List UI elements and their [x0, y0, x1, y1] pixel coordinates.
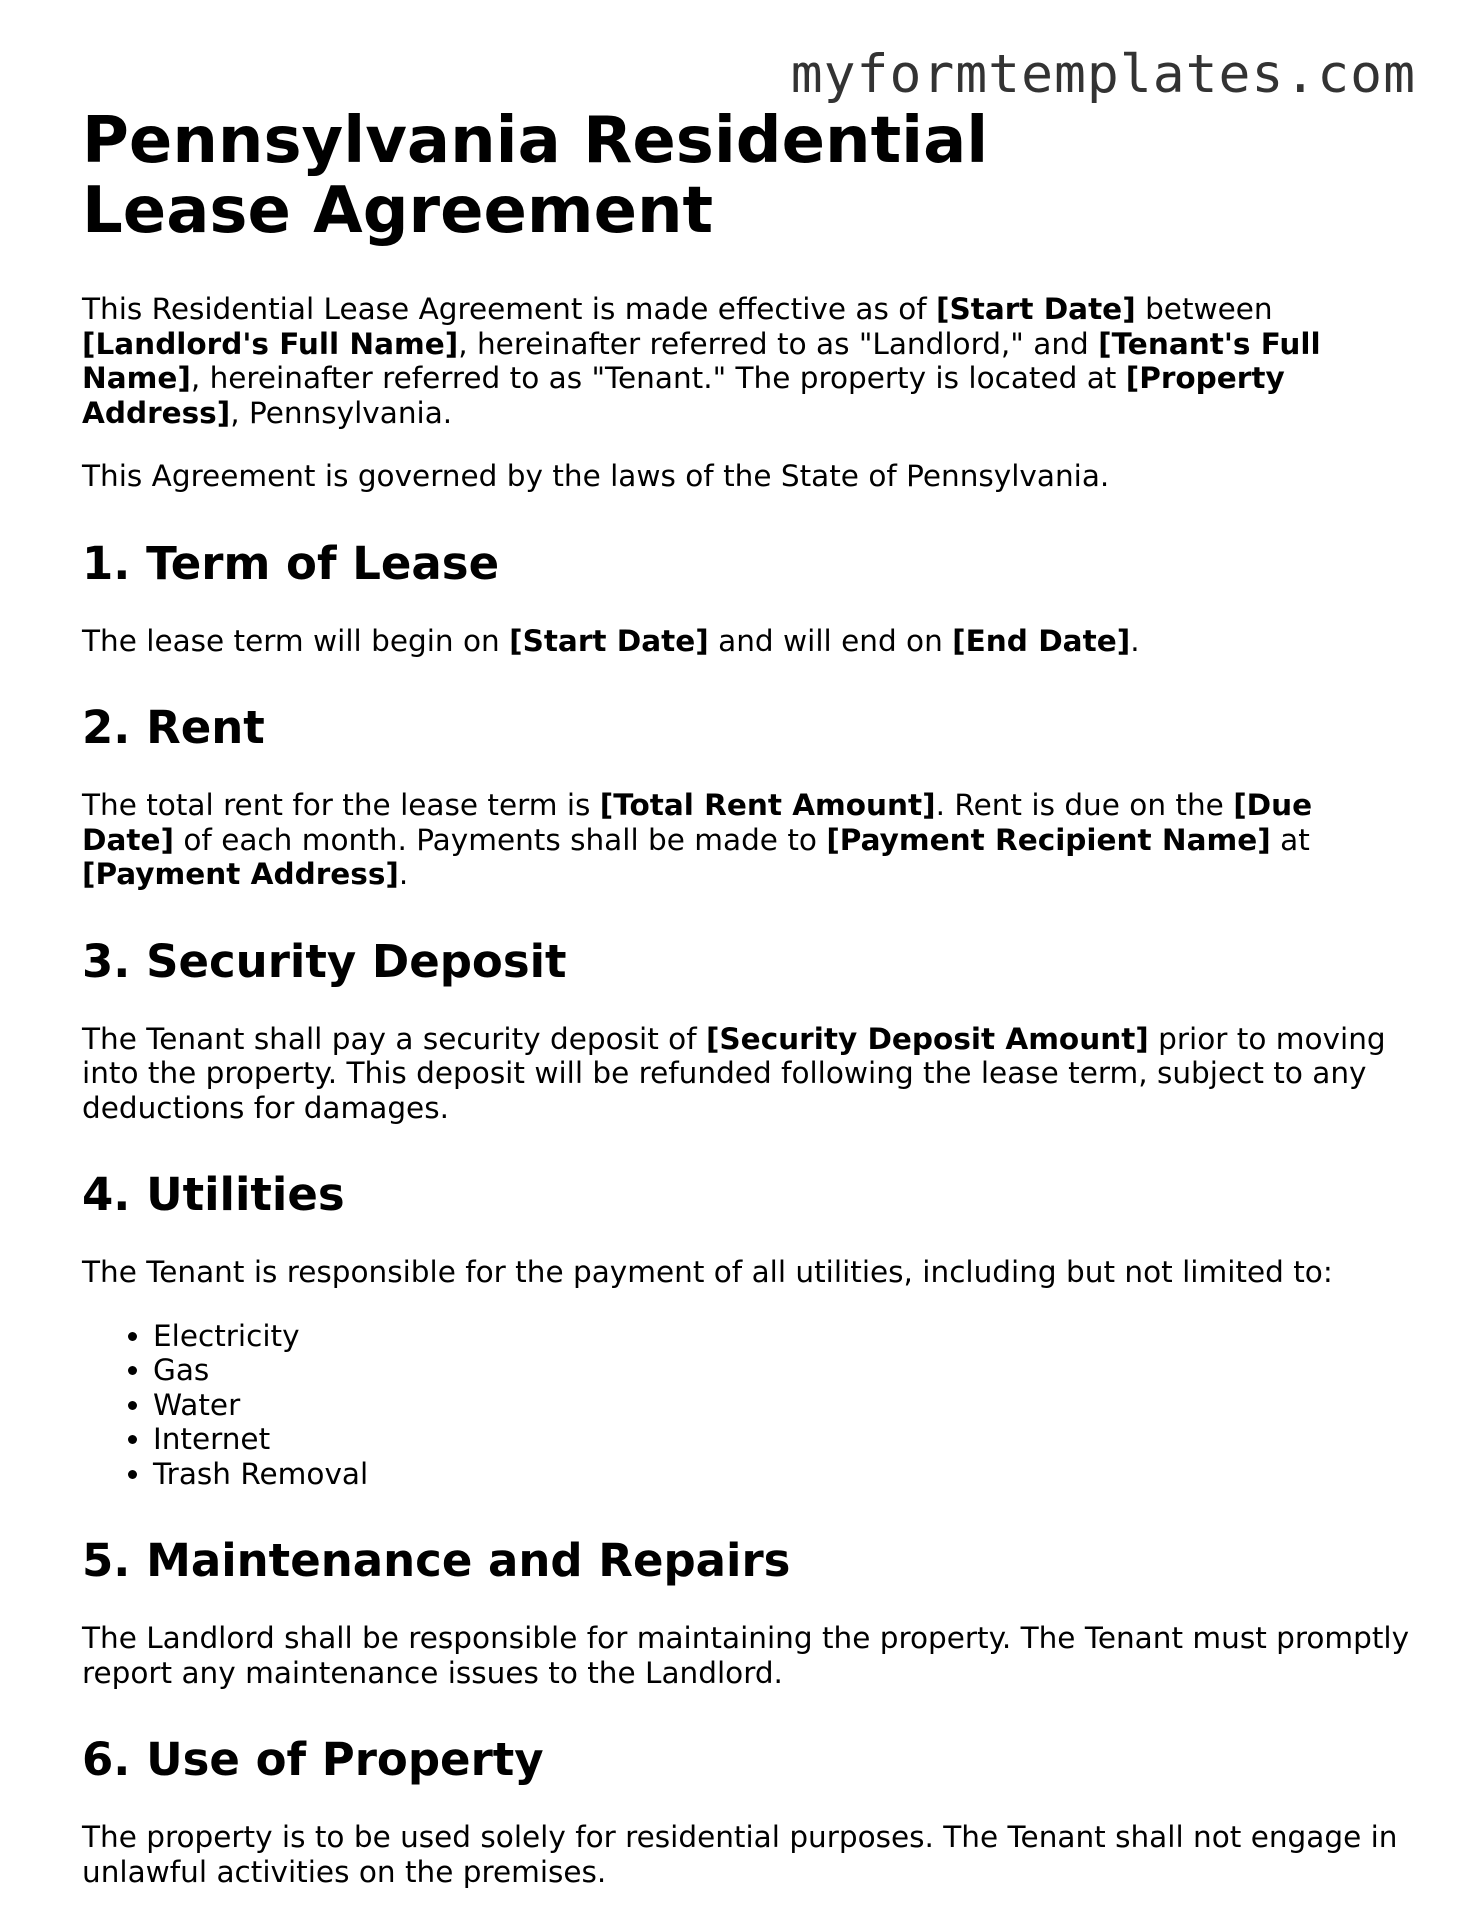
- deposit-text: prior to moving into the property. This deposit will be refunded following the lease term, subject to any deductions for damages.: [82, 1021, 1386, 1125]
- deposit-paragraph: [82, 1022, 1412, 1126]
- list-item: • Water: [153, 1388, 1412, 1423]
- term-text: .: [1130, 623, 1140, 658]
- rent-text: at: [1270, 822, 1310, 857]
- watermark: myformtemplates.com: [790, 44, 1416, 105]
- property-address-field: [Property Address]: [82, 361, 1285, 430]
- section-heading-term: 1. Term of Lease: [82, 536, 500, 590]
- utilities-list: [82, 1319, 1412, 1492]
- landlord-name-field: [Landlord's Full Name]: [82, 326, 459, 361]
- term-text: and will end on: [708, 623, 953, 658]
- intro-text: , hereinafter referred to as "Landlord," and: [458, 326, 1099, 361]
- intro-text: , Pennsylvania.: [230, 395, 453, 430]
- intro-text: This Residential Lease Agreement is made effective as of: [82, 292, 937, 326]
- section-heading-maintenance: 5. Maintenance and Repairs: [82, 1534, 791, 1587]
- payment-address-field: [Payment Address]: [82, 857, 399, 891]
- document-page: [82, 106, 1412, 1918]
- intro-text: , hereinafter referred to as "Tenant." The property is located at: [190, 361, 1126, 395]
- term-text: The lease term will begin on: [82, 623, 510, 658]
- section-heading-deposit: 3. Security Deposit: [82, 934, 567, 988]
- tenant-name-field: [Tenant's Full Name]: [82, 326, 1321, 395]
- rent-text: . Rent is due on the: [935, 788, 1234, 822]
- list-item: • Trash Removal: [153, 1457, 1412, 1492]
- term-paragraph: [82, 624, 1412, 659]
- page-title: Pennsylvania Residential Lease Agreement: [82, 104, 989, 248]
- governing-law-paragraph: This Agreement is governed by the laws of the State of Pennsylvania.: [82, 459, 1110, 493]
- list-item: • Electricity: [153, 1319, 1412, 1354]
- section-heading-rent: 2. Rent: [82, 701, 265, 754]
- term-start-date-field: [Start Date]: [509, 623, 709, 658]
- list-item: • Internet: [153, 1422, 1412, 1457]
- total-rent-field: [Total Rent Amount]: [599, 788, 936, 822]
- payment-recipient-field: [Payment Recipient Name]: [826, 822, 1271, 857]
- deposit-amount-field: [Security Deposit Amount]: [705, 1021, 1149, 1056]
- due-date-field: [Due Date]: [82, 788, 1313, 857]
- maintenance-paragraph: The Landlord shall be responsible for maintaining the property. The Tenant must promptly report any maintenance issues to the Landlord.: [82, 1621, 1410, 1690]
- deposit-text: The Tenant shall pay a security deposit of: [82, 1021, 706, 1056]
- rent-text: The total rent for the lease term is: [82, 788, 600, 822]
- rent-text: .: [398, 857, 409, 891]
- start-date-field: [Start Date]: [936, 292, 1136, 326]
- utilities-paragraph: The Tenant is responsible for the payment of all utilities, including but not limited to:: [82, 1255, 1333, 1289]
- intro-paragraph: [82, 292, 1412, 430]
- use-paragraph: The property is to be used solely for residential purposes. The Tenant shall not engage in unlawful activities on the premises.: [82, 1820, 1398, 1889]
- term-end-date-field: [End Date]: [952, 623, 1131, 658]
- list-item: • Gas: [153, 1353, 1412, 1388]
- rent-text: of each month. Payments shall be made to: [174, 822, 827, 857]
- intro-text: between: [1135, 292, 1273, 326]
- section-heading-utilities: 4. Utilities: [82, 1168, 345, 1221]
- section-heading-use: 6. Use of Property: [82, 1733, 544, 1786]
- rent-paragraph: [82, 788, 1412, 892]
